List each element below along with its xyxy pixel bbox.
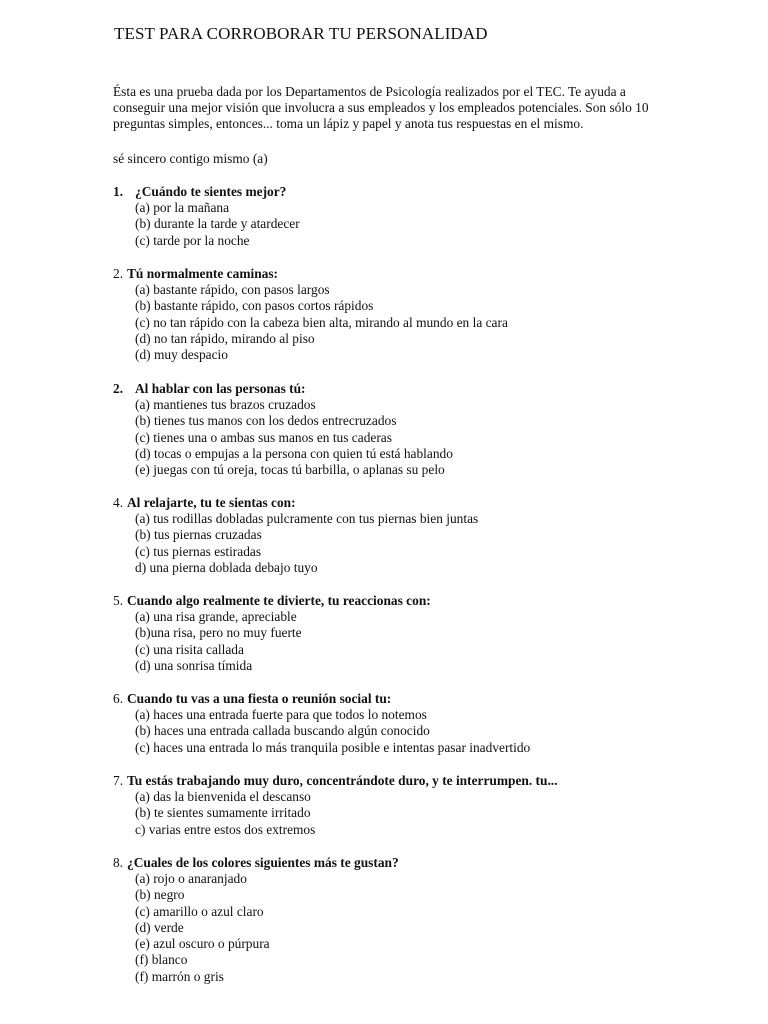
answer-option: (c) tarde por la noche — [135, 232, 250, 248]
question-3 — [113, 380, 733, 478]
answer-option: (b) durante la tarde y atardecer — [135, 216, 300, 232]
answer-option: (e) azul oscuro o púrpura — [135, 936, 270, 952]
question-text: ¿Cuándo te sientes mejor? — [135, 184, 287, 199]
intro-line: Ésta es una prueba dada por los Departamentos de Psicología realizados por el TEC. Te ayuda a — [113, 84, 626, 99]
answer-option: (a) das la bienvenida el descanso — [135, 789, 311, 804]
answer-option: (d) muy despacio — [135, 347, 228, 363]
answer-option: (f) marrón o gris — [135, 968, 224, 984]
answer-option: (a) bastante rápido, con pasos largos — [135, 282, 330, 297]
question-7 — [113, 772, 733, 838]
answer-option: (b) negro — [135, 887, 185, 903]
answer-option: (d) una sonrisa tímida — [135, 657, 253, 673]
question-number: 4. — [113, 495, 124, 510]
question-heading — [113, 690, 733, 707]
question-heading — [113, 854, 733, 871]
question-text: Cuando tu vas a una fiesta o reunión social tu: — [127, 691, 392, 706]
answer-option: (b) te sientes sumamente irritado — [135, 805, 311, 821]
answer-option: (b) tienes tus manos con los dedos entrecruzados — [135, 413, 397, 429]
question-8 — [113, 854, 733, 985]
question-number: 2. — [113, 381, 124, 396]
intro-line: conseguir una mejor visión que involucra a sus empleados y los empleados potenciales. Son sólo 10 — [113, 100, 649, 116]
intro-line: preguntas simples, entonces... toma un lápiz y papel y anota tus respuestas en el mismo. — [113, 116, 584, 132]
question-text: Al hablar con las personas tú: — [135, 381, 306, 396]
answer-option: (a) rojo o anaranjado — [135, 871, 247, 886]
answer-option: (a) por la mañana — [135, 200, 230, 215]
document-title: TEST PARA CORROBORAR TU PERSONALIDAD — [114, 24, 488, 43]
question-4 — [113, 494, 733, 576]
question-heading — [113, 380, 733, 397]
question-text: Al relajarte, tu te sientas con: — [127, 495, 296, 510]
answer-option: (d) tocas o empujas a la persona con quien tú está hablando — [135, 445, 453, 461]
question-6 — [113, 690, 733, 756]
answer-option: (a) tus rodillas dobladas pulcramente con tus piernas bien juntas — [135, 511, 479, 526]
answer-option: (b) tus piernas cruzadas — [135, 527, 262, 543]
answer-option: (c) una risita callada — [135, 641, 244, 657]
answer-option: (a) mantienes tus brazos cruzados — [135, 397, 316, 412]
question-number: 7. — [113, 773, 124, 788]
answer-option: (c) haces una entrada lo más tranquila posible e intentas pasar inadvertido — [135, 739, 531, 755]
question-1 — [113, 183, 733, 249]
question-heading — [113, 592, 733, 609]
answer-option: (e) juegas con tú oreja, tocas tú barbilla, o aplanas su pelo — [135, 462, 445, 478]
question-text: Cuando algo realmente te divierte, tu reaccionas con: — [127, 593, 431, 608]
question-text: ¿Cuales de los colores siguientes más te gustan? — [127, 855, 399, 870]
answer-option: (b) haces una entrada callada buscando algún conocido — [135, 723, 430, 739]
answer-option: (f) blanco — [135, 952, 188, 968]
answer-option: (c) tienes una o ambas sus manos en tus caderas — [135, 429, 392, 445]
question-text: Tu estás trabajando muy duro, concentrándote duro, y te interrumpen. tu... — [127, 773, 558, 788]
answer-option: (d) no tan rápido, mirando al piso — [135, 330, 315, 346]
question-number: 8. — [113, 855, 124, 870]
answer-option: (d) verde — [135, 919, 184, 935]
answer-option: (c) tus piernas estiradas — [135, 543, 262, 559]
answer-option: (b)una risa, pero no muy fuerte — [135, 625, 302, 641]
question-2 — [113, 265, 733, 363]
answer-option: c) varias entre estos dos extremos — [135, 821, 316, 837]
question-text: Tú normalmente caminas: — [127, 266, 279, 281]
question-number: 6. — [113, 691, 124, 706]
question-number: 1. — [113, 184, 124, 199]
answer-option: (c) no tan rápido con la cabeza bien alta, mirando al mundo en la cara — [135, 314, 508, 330]
answer-option: (a) una risa grande, apreciable — [135, 609, 297, 624]
answer-option: (c) amarillo o azul claro — [135, 903, 264, 919]
answer-option: (b) bastante rápido, con pasos cortos rápidos — [135, 298, 374, 314]
question-heading — [113, 183, 733, 200]
answer-option: (a) haces una entrada fuerte para que todos lo notemos — [135, 707, 427, 722]
question-number: 5. — [113, 593, 124, 608]
sincere-note: sé sincero contigo mismo (a) — [113, 151, 268, 166]
answer-option: d) una pierna doblada debajo tuyo — [135, 559, 318, 575]
question-heading — [113, 772, 733, 789]
question-heading — [113, 494, 733, 511]
question-heading — [113, 265, 733, 282]
question-number: 2. — [113, 266, 124, 281]
question-5 — [113, 592, 733, 674]
intro-paragraph — [113, 84, 673, 133]
